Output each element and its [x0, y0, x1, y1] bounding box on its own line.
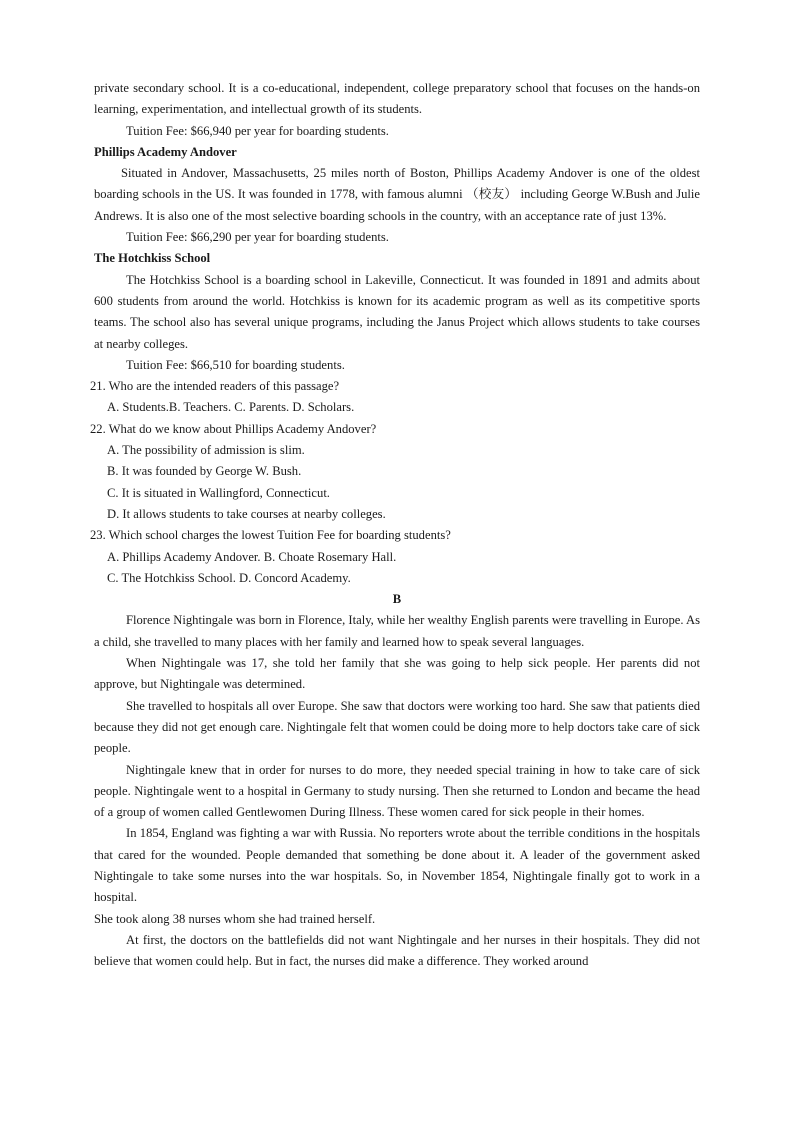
question-22-option-a: A. The possibility of admission is slim. [107, 443, 305, 458]
question-23-options-ab: A. Phillips Academy Andover. B. Choate Rosemary Hall. [107, 549, 397, 564]
andover-title: Phillips Academy Andover [94, 144, 237, 159]
question-23-options-cd: C. The Hotchkiss School. D. Concord Academy. [107, 570, 351, 585]
question-21-options: A. Students.B. Teachers. C. Parents. D. Scholars. [107, 400, 355, 415]
hotchkiss-tuition: Tuition Fee: $66,510 for boarding students. [126, 357, 345, 372]
hotchkiss-description: The Hotchkiss School is a boarding school in Lakeville, Connecticut. It was founded in 1891 and admits about 600 students from around the world. Hotchkiss is known for its academic program as well as its competitive sports teams. The school also has several unique programs, including the Janus Project which allows students to take courses at nearby colleges. [94, 272, 700, 351]
section-b-heading: B [392, 592, 402, 607]
question-22-option-d: D. It allows students to take courses at nearby colleges. [107, 506, 386, 521]
choate-description-tail: private secondary school. It is a co-educational, independent, college preparatory school that focuses on the hands-on learning, experimentation, and intellectual growth of its students. [94, 81, 700, 117]
andover-tuition: Tuition Fee: $66,290 per year for boarding students. [126, 230, 389, 245]
passage-b-paragraph-6: She took along 38 nurses whom she had trained herself. [94, 911, 376, 926]
hotchkiss-title: The Hotchkiss School [94, 251, 211, 266]
passage-b-paragraph-3: She travelled to hospitals all over Europe. She saw that doctors were working too hard. She saw that patients died because they did not get enough care. Nightingale felt that women could be doing more to help doctors take care of sick people. [94, 698, 700, 756]
passage-b-paragraph-7: At first, the doctors on the battlefields did not want Nightingale and her nurses in their hospitals. They did not believe that women could help. But in fact, the nurses did make a difference. They worked around [94, 932, 700, 969]
choate-tuition: Tuition Fee: $66,940 per year for boarding students. [126, 123, 389, 138]
question-22-option-c: C. It is situated in Wallingford, Connecticut. [107, 485, 330, 500]
question-21-stem: 21. Who are the intended readers of this passage? [90, 379, 340, 394]
passage-b-paragraph-1: Florence Nightingale was born in Florence, Italy, while her wealthy English parents were travelling in Europe. As a child, she travelled to many places with her family and learned how to speak several languages. [94, 613, 700, 649]
passage-b-paragraph-2: When Nightingale was 17, she told her family that she was going to help sick people. Her parents did not approve, but Nightingale was determined. [94, 656, 700, 692]
question-22-option-b: B. It was founded by George W. Bush. [107, 464, 302, 479]
andover-description: Situated in Andover, Massachusetts, 25 miles north of Boston, Phillips Academy Andover is one of the oldest boarding schools in the US. It was founded in 1778, with famous alumni （校友） including George W.Bush and Julie Andrews. It is also one of the most selective boarding schools in the country, with an acceptance rate of just 13%. [94, 166, 700, 223]
question-23-stem: 23. Which school charges the lowest Tuition Fee for boarding students? [90, 528, 451, 543]
passage-b-paragraph-4: Nightingale knew that in order for nurses to do more, they needed special training in how to take care of sick people. Nightingale went to a hospital in Germany to study nursing. Then she returned to London and became the head of a group of women called Gentlewomen During Illness. These women cared for sick people in their homes. [94, 762, 700, 820]
passage-b-paragraph-5: In 1854, England was fighting a war with Russia. No reporters wrote about the terrible conditions in the hospitals that cared for the wounded. People demanded that something be done about it. A leader of the government asked Nightingale to take some nurses into the war hospitals. So, in November 1854, Nightingale finally got to work in a hospital. [94, 826, 700, 905]
document-content [90, 78, 700, 972]
question-22-stem: 22. What do we know about Phillips Academy Andover? [90, 421, 377, 436]
